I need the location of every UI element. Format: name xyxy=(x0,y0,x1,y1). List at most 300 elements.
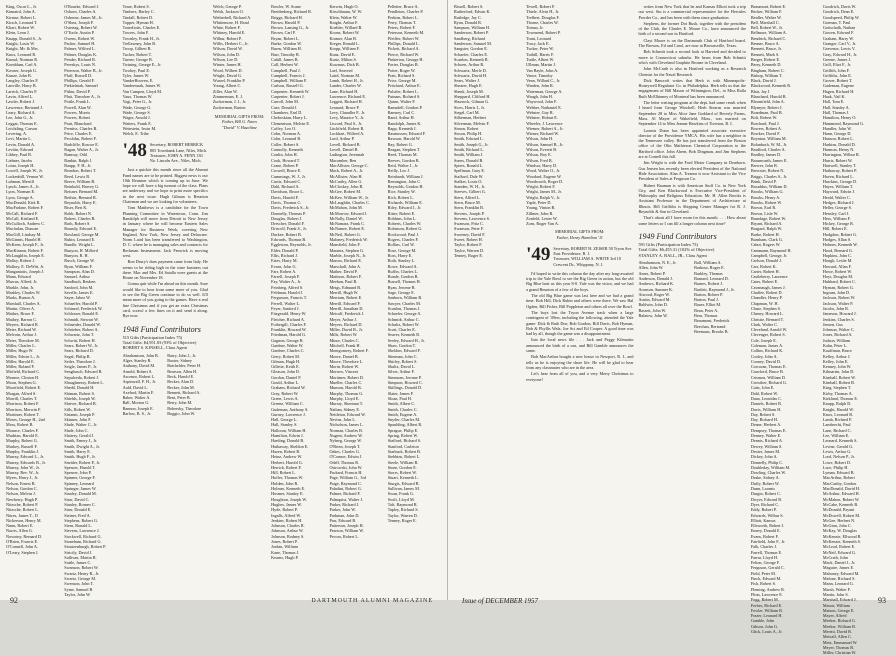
list-item: Lane, Richard H. xyxy=(329,88,359,94)
list-item: Kenney, John W. xyxy=(822,364,852,370)
list-item: Moses, George H., 2nd xyxy=(6,417,45,423)
list-item: Tucker, Peter W. xyxy=(526,46,554,52)
list-item: Coffey, Leo O. xyxy=(271,125,297,131)
list-item: Rawson, Harold W. xyxy=(387,136,421,142)
list-item: Castleberry, Laurence xyxy=(750,274,788,280)
paragraph: John McCrath is also in Hartford working as a Research Chemist for the Naval Research. xyxy=(638,66,746,77)
list-item: Robb, Robert N. xyxy=(64,210,92,216)
left-col-6 xyxy=(329,4,382,582)
list-item: Sawyer, Charles M. xyxy=(387,300,421,306)
list-item: Bean, Peter A. xyxy=(694,307,719,313)
list-item: Burns, William H. xyxy=(271,46,302,52)
list-item: Bowers, Robert A. xyxy=(750,125,782,131)
list-item: Felton, George F. xyxy=(750,560,780,566)
list-item: Perkins, Robert L. xyxy=(387,14,419,20)
list-item: O'Brien, Francis E. xyxy=(6,538,39,544)
list-item: Gardner, Charles C. xyxy=(271,348,305,354)
list-item: Brown, Carl F. xyxy=(271,30,296,36)
list-item: Barkley, Thomas xyxy=(694,270,723,276)
list-item: Gowen, Edward F. xyxy=(822,30,855,36)
list-item: Reeve, William B. xyxy=(64,178,96,184)
list-item: Mudrian, Harold E. xyxy=(6,433,39,439)
list-item: Trant, Leonard xyxy=(526,35,552,41)
list-item: Lord, Arthur P. xyxy=(329,136,355,142)
list-item: Driscoll, Frank S., Jr. xyxy=(271,226,307,232)
list-item: Vaux, Thomas W. xyxy=(122,94,153,100)
list-item: Sampson, William H. xyxy=(454,25,491,31)
list-item: Gilman, Hugh H. xyxy=(271,358,301,364)
list-item: Kuwmus, Dick B. xyxy=(329,62,360,68)
list-item: Nitzsche, Robert P. xyxy=(6,501,39,507)
list-item: Mason, William xyxy=(822,602,850,608)
list-item: Spencer, John P. xyxy=(64,470,92,476)
list-item: Murphy, Thomas G. xyxy=(329,390,364,396)
list-item: Evans, Robert F. xyxy=(750,533,779,539)
list-item: Tyler, James W. xyxy=(122,72,150,78)
list-item: Montgomery, Robert F. xyxy=(329,348,369,354)
list-item: Ross, Harry E. xyxy=(387,252,413,258)
list-item: Harrington, Wilbur R. xyxy=(822,152,860,158)
list-item: Cleveland, Arnold W. xyxy=(750,327,788,333)
list-item: Melvoin, Arthur J. xyxy=(6,332,37,338)
list-item: Dunn, Loomis xyxy=(750,486,776,492)
list-item: Hedges, Richard J. xyxy=(822,199,855,205)
list-item: Fleming, Andrew R. xyxy=(750,586,786,592)
list-item: Gamble, John xyxy=(750,618,775,624)
list-item: Woodard, Eugene W. xyxy=(526,173,562,179)
list-item: Osborne, James M., Jr. xyxy=(64,14,103,20)
list-item: Vance, Timothy xyxy=(526,72,553,78)
list-item: Marshall, Edward J. xyxy=(822,597,857,603)
list-item: Russell, Thomas H. xyxy=(387,279,421,285)
memorial-48-title: MEMORIAL GIFTS FROM: xyxy=(214,113,265,119)
right-col-2 xyxy=(526,4,633,582)
list-item: Meyers, Richard D. xyxy=(329,321,363,327)
list-item: Bryan, Robert L. xyxy=(271,35,300,41)
list-item: Smith, Emery J., Jr. xyxy=(64,438,98,444)
list-item: Greene, James J. xyxy=(822,56,852,62)
list-item: Lawler, Robert J. xyxy=(6,99,35,105)
list-item: Parker, John W. xyxy=(329,507,356,513)
list-item: Silver, Arthur F. xyxy=(387,369,415,375)
list-item: Marschall, John A. xyxy=(329,263,362,269)
list-item: Cheboskian, Harry L. xyxy=(271,115,308,121)
list-item: Riser, Bert K. xyxy=(64,205,88,211)
list-item: Marshall, Charles A. xyxy=(6,300,41,306)
list-item: Wager, Arnold J. xyxy=(122,115,151,121)
list-item: Hall, Tom E. xyxy=(822,99,845,105)
list-item: Price, George M. xyxy=(387,78,417,84)
list-item: Fish, Robert S. xyxy=(750,581,776,587)
list-item: Rice, Stanley W. xyxy=(387,189,416,195)
list-item: Runyon, R. H. xyxy=(64,252,89,258)
list-item: Whitney, Harold E. xyxy=(212,30,246,36)
list-item: McCabe, Kenneth B. xyxy=(822,501,859,507)
list-item: Beaumont, Robert E. xyxy=(750,4,787,9)
list-item: Carter, Robert H. xyxy=(750,268,780,274)
list-item: Rubin, Leonard E. xyxy=(64,237,96,243)
list-item: Young, Vinton R. xyxy=(526,205,556,211)
list-item: Peters, Robert F. xyxy=(387,25,416,31)
list-item: Stone, Gordon E. xyxy=(387,464,417,470)
list-item: STANLEY A. BALL, JR., Class Agent xyxy=(638,252,707,258)
paragraph: Jim Wright is with the Ford Motor Company in Dearborn. Gus Jensen has recently been elected President of the National Hide Association. Alan A. Treanor is now Assistant to the Vice President of Sales at Ferguson Co. xyxy=(638,160,746,182)
list-item: Pratt, Blanchard xyxy=(64,120,92,126)
list-item: Halloran, William H. xyxy=(271,427,307,433)
list-item: Levin, Donald A. xyxy=(6,141,36,147)
list-item: Wilson, Fred B. xyxy=(526,157,553,163)
list-item: Lane, Richard C. xyxy=(822,427,852,433)
list-item: Herrick, Robert F. xyxy=(271,464,302,470)
list-item: Cook, Howard T. xyxy=(271,157,301,163)
list-item: Barlow, B. S., Jr. xyxy=(122,411,151,417)
list-item: Owens, Robert W. xyxy=(64,35,96,41)
list-item: Palmer, Douglas K. xyxy=(64,51,98,57)
list-item: Leary, Richard A. xyxy=(6,109,36,115)
list-item: Lewis, Arthur G. xyxy=(822,448,852,454)
list-item: Kauffman, Bruce xyxy=(822,348,852,354)
list-item: Meyer, Arthur J. xyxy=(329,316,357,322)
list-item: Nickerson, Henry M. xyxy=(6,517,42,523)
list-item: Pinkerton, George H. xyxy=(387,56,424,62)
list-item: Phillips, Donald L. xyxy=(387,41,420,47)
list-item: Shields, Joseph W. xyxy=(64,395,96,401)
list-item: McLeod, Robert E. xyxy=(822,544,856,550)
list-item: Sengbusch, Edward B. xyxy=(64,369,103,375)
list-item: Johnson, Rodney S. xyxy=(271,533,305,539)
list-item: Riley, Edward J., Jr. xyxy=(387,205,422,211)
list-item: Zuckerman, J. J., Jr. xyxy=(212,99,247,105)
right-col-1 xyxy=(454,4,521,582)
list-item: Mitchell, Frank H. xyxy=(329,343,361,348)
list-item: Strictly, David J. xyxy=(64,549,93,555)
list-item: Grover, Robert T. xyxy=(822,78,853,84)
list-item: Stalker, Louis O. xyxy=(454,178,483,184)
list-item: Gorman, T. Paul xyxy=(822,19,851,25)
list-item: Becker, Alan D. xyxy=(167,379,195,385)
list-item: Powers, Morris xyxy=(64,109,91,115)
list-item: Falk, Charles J. xyxy=(750,544,777,550)
list-item: Burgard, Ralph W. xyxy=(750,226,783,232)
list-item: Farrell, Thomas E. xyxy=(750,549,783,555)
list-item: Davis, Harold F. xyxy=(271,194,299,200)
list-item: Becker, John M. xyxy=(167,384,195,390)
list-item: Kurtz, Milton S. xyxy=(329,56,357,62)
list-item: Scanlon, Thomas J. xyxy=(387,305,421,311)
list-item: VanderHooven, E. xyxy=(122,78,154,84)
list-item: Luhman, Merrill xyxy=(6,178,34,184)
list-item: O'Brien, Joseph T. xyxy=(329,443,361,449)
list-item: Blair, Jay J. xyxy=(750,88,771,94)
list-item: Parkman, John D. xyxy=(329,512,360,518)
list-item: Bell, Marshall C. xyxy=(750,19,780,25)
list-item: Crowell, Bruce E. xyxy=(271,168,302,174)
list-item: Cohn, Norman A. xyxy=(271,131,301,137)
list-item: Patterson, Joseph H. xyxy=(329,523,364,529)
list-item: Prentiss, Charles B. xyxy=(64,125,98,131)
list-item: Jenkins, Charles S. xyxy=(822,316,855,322)
list-item: Slattery, Gerald J. xyxy=(64,433,95,439)
class-49-column xyxy=(526,271,633,382)
list-item: Davidson, Bruce L. xyxy=(271,189,304,195)
list-item: Hanson, Robert L. xyxy=(822,136,854,142)
list-item: Vogt, Peter G., Jr. xyxy=(122,99,153,105)
list-item: Andrews, Richard K. xyxy=(638,281,675,287)
list-item: Clevenger, Robert S. xyxy=(750,332,786,338)
list-item: Moon, Stephen G. xyxy=(6,380,37,386)
list-item: Sices, Harris I., Jr. xyxy=(454,104,485,110)
list-item: Harmon, Henry N. xyxy=(822,147,855,153)
list-item: Sangster, Gordon E. xyxy=(454,46,488,52)
list-item: Cheney, Howard L. xyxy=(750,311,784,317)
paragraph: I'd hoped to write this column the day after my long-awaited trip to the Yale Bowl to see the Big Green in action, but the old Big Blue beat us this year 8-0. Yale was the victor, and we had a grand Reunion of a few of the boys. xyxy=(526,270,634,292)
list-item: Steele, William R. xyxy=(387,459,419,465)
list-item: Flinn, Lawrence E. xyxy=(750,591,783,597)
list-item: Nicholson, James L. xyxy=(329,422,364,428)
list-item: Campbell, Francis J. xyxy=(271,72,306,78)
list-item: Young, Albert C. xyxy=(212,83,242,89)
list-item: Jackson, Robert W. xyxy=(822,295,856,301)
list-item: Kunz, David E. xyxy=(329,51,356,57)
list-item: Handler, John W. xyxy=(822,125,852,131)
list-item: Waterman, George A. xyxy=(526,88,563,94)
list-item: Sullivan, Martin B. xyxy=(64,554,97,560)
list-item: Chambers, Earl D. xyxy=(271,109,303,115)
list-item: Alger, Stanley R. xyxy=(122,358,152,364)
list-item: McGee, Robert M. xyxy=(329,189,362,195)
memorial-48 xyxy=(213,114,266,130)
list-item: Swanson, Fritz C. xyxy=(454,221,485,227)
list-item: Luce, Philip H. xyxy=(822,464,849,470)
list-item: Teare, Robert S. xyxy=(122,4,150,9)
list-item: Kornblum, Carl A. xyxy=(6,62,38,68)
list-item: Scott, Charles E. xyxy=(387,327,416,333)
list-item: Smith, Albert C. xyxy=(387,401,416,407)
list-item: Hensley, Carl J. xyxy=(822,210,850,216)
list-item: Glick, Louis A., Jr. xyxy=(750,629,783,635)
list-item: Hathaway, Sheldon E. xyxy=(271,443,309,449)
list-item: Case, Donald J. xyxy=(271,104,298,110)
list-item: Holmes, Kenneth E. xyxy=(271,486,306,492)
list-item: Liebner, Jacobs xyxy=(6,157,33,163)
list-item: Venn, Willard C., Jr. xyxy=(526,78,561,84)
list-item: Hyde, Robert P. xyxy=(271,507,298,513)
list-item: Knapp, Donald S., Jr. xyxy=(6,35,42,41)
list-item: Spiers, Ronald L. xyxy=(454,162,484,168)
list-item: Mann, Leonard G. xyxy=(822,581,854,587)
list-item: Evans, John G. xyxy=(271,263,297,269)
list-item: Batchelder, Peter H. xyxy=(167,363,202,369)
list-item: Burr, Timothy R. xyxy=(271,51,300,57)
list-item: Brink, David P. xyxy=(750,178,777,184)
list-item: Call, Herbert W. xyxy=(271,62,299,68)
list-item: Mounce, Charles F. xyxy=(6,427,39,433)
list-item: Shaughnessy, Robert L. xyxy=(64,380,105,386)
list-item: Van Campen, Lloyd M. xyxy=(122,88,163,94)
list-item: Webster, Hobart E. xyxy=(526,115,558,121)
list-item: Spring, Robert W. xyxy=(387,433,418,439)
list-item: Levine, Gerald G. xyxy=(822,443,854,449)
paragraph: Dick Bancroft writes that Herb is with Minneapolis-Honeywell Regulator Co. in Philadelphia. Herb tells us that the engagement of Bill Mason of Wilmington, Del., to Miss Ralla Ruth McElhinney of Montreal has been announced. xyxy=(638,77,746,99)
list-item: Judson, William xyxy=(822,337,851,343)
list-item: Sneider, Robert P., Jr. xyxy=(64,459,101,465)
list-item: Elliott, Kansas xyxy=(750,517,776,523)
list-item: Lael, Seaverd xyxy=(329,67,353,73)
list-item: Savelle, James E. xyxy=(64,290,94,296)
list-item: Quinn, Walter F. xyxy=(387,99,416,105)
list-item: Zillmer, John R. xyxy=(526,210,554,216)
list-item: Murray, Sherman T. xyxy=(329,401,363,407)
list-item: McKee, William W., Jr. xyxy=(329,194,369,200)
list-item: Powell, Alan W. xyxy=(64,104,92,110)
list-item: Stanford, Carleton xyxy=(387,443,419,449)
list-item: Bannon, Joseph E. xyxy=(122,405,154,411)
list-item: Porter, Douglas B. xyxy=(387,62,419,68)
fund-49-names-b xyxy=(694,260,746,334)
list-item: Crowther, Richard G. xyxy=(750,380,787,386)
list-item: Robbins, John L. xyxy=(387,215,417,221)
list-item: Simon, Robert xyxy=(454,125,479,131)
list-item: Murphy, Lloyd E. xyxy=(329,395,360,401)
list-item: Laird, Norman M. xyxy=(329,72,361,78)
list-item: Remington, John C. xyxy=(387,178,422,184)
list-item: Weinstein, Irwin M. xyxy=(122,125,157,131)
list-item: Ellsworth, Robert J. xyxy=(750,523,785,529)
class-48-header xyxy=(123,142,208,163)
list-item: McNally, Daniel W. xyxy=(329,215,363,221)
list-item: Hartwell, Stanley T. xyxy=(822,162,857,168)
list-item: Reed, Lewis B. xyxy=(64,173,91,179)
list-item: Benner, Bruce A. xyxy=(750,41,780,47)
list-item: Slade, John C. xyxy=(64,427,89,433)
list-item: Watters, Frank E. xyxy=(122,120,152,126)
list-item: Brundage, Robert W. xyxy=(750,215,787,221)
list-item: Cabot, Rogers W. xyxy=(750,242,781,248)
list-item: Davis, Thomas C. xyxy=(271,199,302,205)
list-item: Reilly, Leo J. xyxy=(387,168,411,174)
list-item: Morin, Robert W. xyxy=(329,364,359,370)
list-item: Klein, Walter W. xyxy=(329,14,358,20)
list-item: Packard, Francis H. xyxy=(329,470,363,476)
paragraph: The letter writing program at the dept. had some result when I heard from George Winchell. Herb Stearns was married September 28 to Miss Alice Jane Goddard of Beverly Farms, Mass. Al Mayer of Wakefield, Mass., was married on September 14 to Miss Jeanne Hawkins of Tiverton, R. I. xyxy=(638,100,746,127)
list-item: Leggett, Richard H. xyxy=(329,99,363,105)
list-item: Miller, Hugo W. xyxy=(6,348,34,354)
list-item: Townsend, Robert P. xyxy=(526,30,561,36)
list-item: Sage, George E. xyxy=(387,290,415,296)
list-item: Shultz, David L. xyxy=(387,364,416,370)
paragraph: Bob Schmitt took a second look at Harvard and decided to move to Connecticut suburbs. He hears from Bob Schmitt who's with Cleveland Graphite Bronze in Cleveland. xyxy=(638,49,746,65)
list-item: Sweeney, David F. xyxy=(454,231,486,237)
list-item: Jacobs, John R. xyxy=(822,305,849,311)
memorial-49-title: MEMORIAL GIFTS FROM: xyxy=(555,229,605,235)
list-item: Wiener, Richard W. xyxy=(526,131,560,137)
fund-48-names-b xyxy=(167,353,208,417)
list-item: Nyberg, George W. xyxy=(329,438,362,444)
list-item: Haak, Vail K. xyxy=(822,94,846,100)
list-item: Feldman, Harold J. xyxy=(271,290,304,296)
list-item: Fothergill, Charles F. xyxy=(271,321,307,327)
list-item: Ullman, Martin J. xyxy=(526,62,556,68)
list-item: Gudeman, Eugene xyxy=(822,83,854,89)
list-item: Norman, Charles B. xyxy=(329,427,363,433)
list-item: Shurrock, Gilman G. xyxy=(454,99,490,105)
list-item: Tapley, Richard S. xyxy=(387,507,419,513)
list-item: Bennett, Mark S. xyxy=(750,51,780,57)
list-item: Sirianni, Joseph P. xyxy=(64,411,96,417)
list-item: Morgan, Alfred S. xyxy=(6,390,37,396)
list-item: Feyer, Sanford J. xyxy=(271,305,300,311)
list-item: Kane, Thomas J. xyxy=(271,549,300,555)
list-item: Marks, Burton A. xyxy=(6,295,36,301)
class-49-secretary: Secretary, ROBERT H. ZEISER 50 Tryon Ave. East Providence, R. I. xyxy=(553,246,633,257)
paragraph: Into the local news file . . . Jack and Peggy Kilmartin announced the birth of a son, and Bill Gamble announces the same. xyxy=(526,337,634,354)
list-item: Sloan, Paul H. xyxy=(387,395,412,401)
list-item: Johnson, Arthur W. xyxy=(271,528,304,534)
list-item: Cole, Joseph E. xyxy=(750,337,777,343)
list-item: Bauer, Elliot M. xyxy=(694,302,722,308)
list-item: Graham, Richard W. xyxy=(271,385,306,391)
list-item: Pfaff, Russell D. xyxy=(64,72,93,78)
list-item: Levering, A. xyxy=(6,131,28,137)
list-item: Levy, Maurice Y., Jr. xyxy=(329,115,365,121)
list-item: Wade, George S. xyxy=(122,109,151,115)
list-item: McGee, Herbert N. xyxy=(822,517,856,523)
memorial-48-entries xyxy=(213,119,266,130)
list-item: Hammond, Raymond G. xyxy=(822,120,865,126)
list-item: Chase, Stephen S. xyxy=(750,305,782,311)
list-item: Campbell, George, Jr. xyxy=(750,252,788,258)
list-item: Zorn, Roger Van A. xyxy=(526,221,559,227)
list-item: Bearson, Allen H. xyxy=(167,368,198,374)
list-item: Clark, Walter C. xyxy=(750,321,779,327)
list-item: Stephens, Robert G. xyxy=(64,517,99,523)
list-item: Schmidt, Stewart W. xyxy=(64,316,99,322)
list-item: McLaughlin, Charles C. xyxy=(329,199,370,205)
list-item: Ingram, John D. xyxy=(822,290,851,296)
list-item: Smith, William J. xyxy=(454,152,484,158)
list-item: Meter, Theodore M. xyxy=(6,337,40,343)
list-item: Phillips, Gerald F. xyxy=(64,78,95,84)
list-item: Nowotny, Bernard D. xyxy=(6,533,43,539)
list-item: Hubbard, Robert C. xyxy=(822,279,856,285)
list-item: Murray, Edwards B., Jr. xyxy=(6,459,46,465)
list-item: Stern, Alfred L. xyxy=(454,194,481,200)
list-item: Odell, Thomas R. xyxy=(329,459,360,465)
list-item: Emery, Donald E. xyxy=(750,528,781,534)
list-item: Tewell, Robert F. xyxy=(526,4,556,9)
list-item: Pearson, William W. xyxy=(329,528,364,534)
list-item: Pender, Richard R. xyxy=(64,56,96,62)
list-item: Frazer, Leonard H. xyxy=(750,613,783,619)
list-item: Christie, Bernard T. xyxy=(750,316,784,322)
list-item: Palmer, Richard F. xyxy=(329,491,361,497)
list-item: Sweet, Robert H. xyxy=(454,237,483,243)
list-item: Bendrick, Richard C. xyxy=(750,35,787,41)
list-item: Windsor, Harry D. xyxy=(526,162,558,168)
list-item: Oakes, Charles G. xyxy=(329,448,360,454)
paragraph: The old Big Blue game was last here and we had a grand time. Bob Hill, Dick Rubin and others were there. We saw Hal Ogden, Bill Fisher, Bill Poppleton and others all over the Bowl. xyxy=(526,293,634,309)
list-item: McMahon, John M. xyxy=(329,205,363,211)
list-item: Towers, John F. xyxy=(122,30,149,36)
list-item: Fay, Walter A., Jr. xyxy=(271,279,302,285)
list-item: O'Shea, Joseph F. xyxy=(64,19,94,25)
list-item: Myers, Harry J., Jr. xyxy=(6,475,39,481)
list-item: Merrill, Jonathan D. xyxy=(329,305,364,311)
list-item: Dempsey, Thomas E. xyxy=(750,427,787,433)
list-item: Bear, Thomas xyxy=(694,313,718,319)
list-item: Timbers, Harley C. xyxy=(122,9,155,15)
list-item: MacGill, Lindsay M. xyxy=(6,231,42,237)
